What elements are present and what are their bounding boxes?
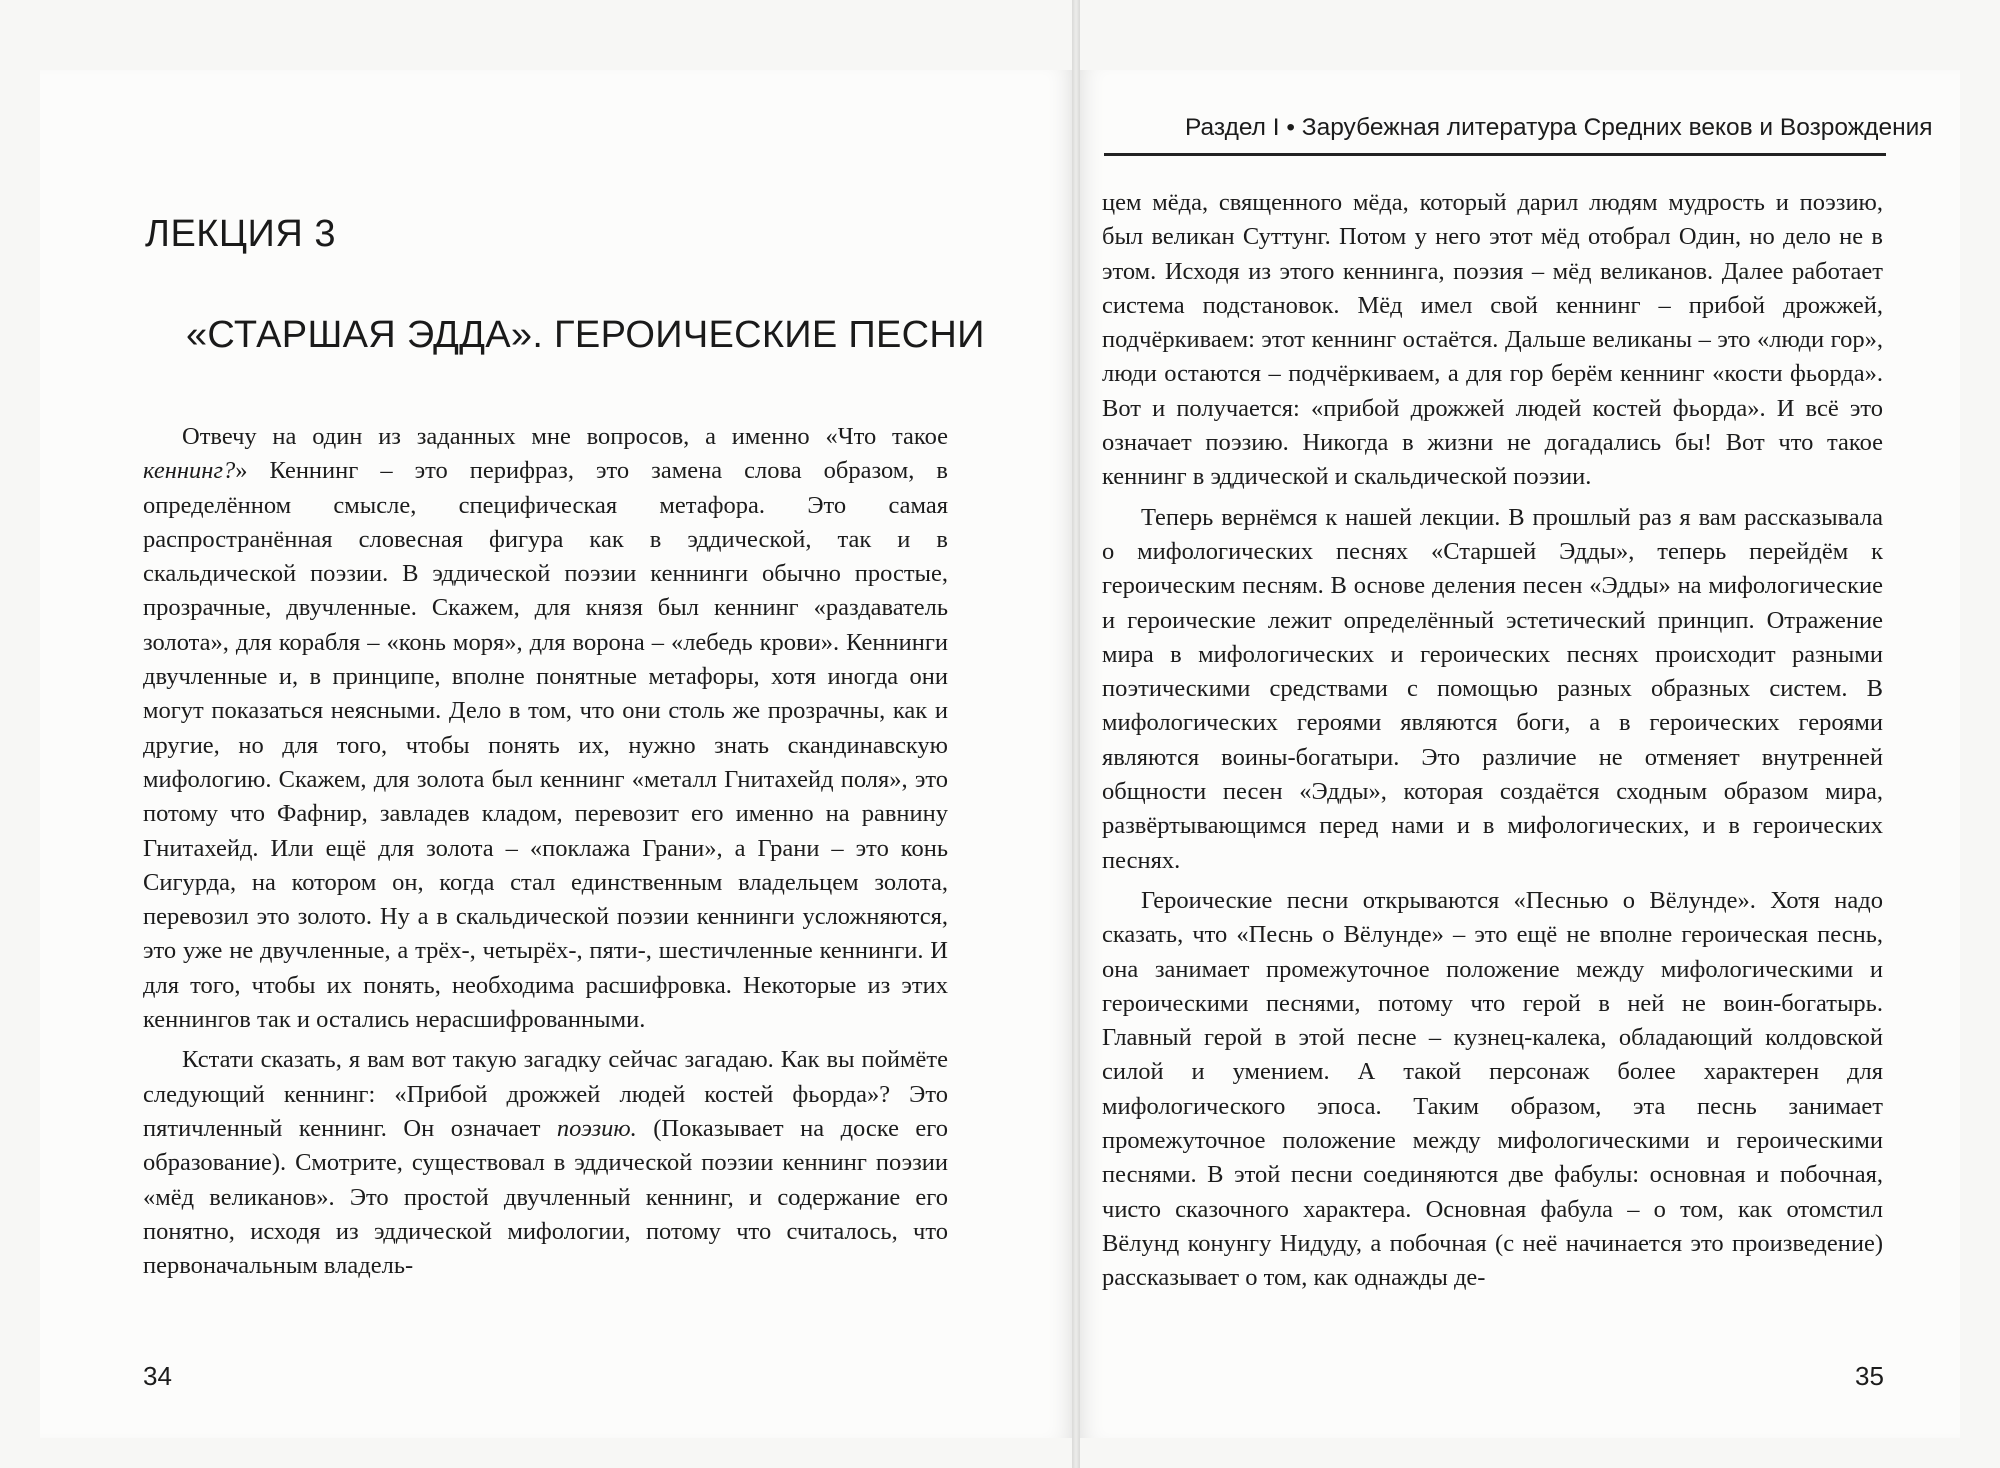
left-page-number: 34	[143, 1361, 172, 1391]
left-paragraph-2-text-1: Кстати сказать, я вам вот такую загадку сейчас загадаю. Как вы поймёте следующий кеннинг: «Прибой дрожжей людей костей фьорда»? Это пятичленный кеннинг. Он означает	[143, 1046, 948, 1142]
header-rule	[1104, 153, 1886, 156]
left-paragraph-2	[143, 1043, 948, 1283]
lecture-title: ЛЕКЦИЯ 3	[145, 213, 336, 255]
left-paragraph-1-text-1: Отвечу на один из заданных мне вопросов, а именно «Что такое	[182, 423, 948, 450]
right-paragraph-2: Теперь вернёмся к нашей лекции. В прошлый раз я вам рассказывала о мифологических песнях «Старшей Эдды», теперь перейдём к героическим песням. В основе деления песен «Эдды» на мифологические и героические лежит определённый эстетический принцип. Отражение мира в мифологических и героических песнях происходит разными поэтическими средствами с помощью разных образных систем. В мифологических героями являются боги, а в героических героями являются воины-богатыри. Это различие не отменяет внутренней общности песен «Эдды», которая создаётся сходным образом мира, развёртывающимся перед нами и в мифологических, и в героических песнях.	[1102, 503, 1883, 874]
chapter-title: «СТАРШАЯ ЭДДА». ГЕРОИЧЕСКИЕ ПЕСНИ	[186, 314, 985, 356]
right-paragraph-3: Героические песни открываются «Песнью о Вёлунде». Хотя надо сказать, что «Песнь о Вёлунде» – это ещё не вполне героическая песнь, она занимает промежуточное положение между мифологическими и героическими песнями, потому что герой в ней не воин-богатырь. Главный герой в этой песне – кузнец-калека, обладающий колдовской силой и умением. А такой персонаж более характерен для мифологического эпоса. Таким образом, эта песнь занимает промежуточное положение между мифологическими и героическими песнями. В этой песни соединяются две фабулы: основная и побочная, чисто сказочного характера. Основная фабула – о том, как отомстил Вёлунд конунгу Нидуду, а побочная (с неё начинается это произведение) рассказывает о том, как однажды де-	[1102, 886, 1883, 1292]
left-page-body	[143, 420, 948, 1283]
left-paragraph-1-italic-term: кеннинг?	[143, 457, 236, 485]
running-header: Раздел I • Зарубежная литература Средних веков и Возрождения	[1185, 114, 1933, 141]
right-page-number: 35	[1855, 1361, 1884, 1391]
left-paragraph-1-text-2: » Кеннинг – это перифраз, это замена слова образом, в определённом смысле, специфическая метафора. Это самая распространённая словесная фигура как в эддической, так и в скальдической поэзии. В эддической поэзии кеннинги обычно простые, прозрачные, двучленные. Скажем, для князя был кеннинг «раздаватель золота», для корабля – «конь моря», для ворона – «лебедь крови». Кеннинги двучленные и, в принципе, вполне понятные метафоры, хотя иногда они могут показаться неясными. Дело в том, что они столь же прозрачны, как и другие, но для того, чтобы понять их, нужно знать скандинавскую мифологию. Скажем, для золота был кеннинг «металл Гнитахейд поля», это потому что Фафнир, завладев кладом, перевозит его именно на равнину Гнитахейд. Или ещё для золота – «поклажа Грани», а Грани – это конь Сигурда, на котором он, когда стал единственным владельцем золота, перевозил это золото. Ну а в скальдической поэзии кеннинги усложняются, это уже не двучленные, а трёх-, четырёх-, пяти-, шестичленные кеннинги. И для того, чтобы их понять, необходима расшифровка. Некоторые из этих кеннингов так и остались нерасшифрованными.	[143, 457, 948, 1034]
right-page-body	[1102, 186, 1883, 1296]
right-paragraph-1: цем мёда, священного мёда, который дарил людям мудрость и поэзию, был великан Суттунг. Потом у него этот мёд отобрал Один, но дело не в этом. Исходя из этого кеннинга, поэзия – мёд великанов. Далее работает система подстановок. Мёд имел свой кеннинг – прибой дрожжей, подчёркиваем: этот кеннинг остаётся. Дальше великаны – это «люди гор», люди остаются – подчёркиваем, а для гор берём кеннинг «кости фьорда». Вот и получается: «прибой дрожжей людей костей фьорда». И всё это означает поэзию. Никогда в жизни не догадались бы! Вот что такое кеннинг в эддической и скальдической поэзии.	[1102, 189, 1883, 491]
left-paragraph-2-italic-term: поэзию.	[556, 1114, 637, 1142]
left-paragraph-2-text-2: (Показывает на доске его образование). Смотрите, существовал в эддической поэзии кеннинг поэзии «мёд великанов». Это простой двучленный кеннинг, и содержание его понятно, исходя из эддической мифологии, потому что считалось, что первоначальным владель-	[143, 1114, 948, 1280]
left-paragraph-1	[143, 420, 948, 1037]
book-gutter	[1072, 0, 1080, 1468]
